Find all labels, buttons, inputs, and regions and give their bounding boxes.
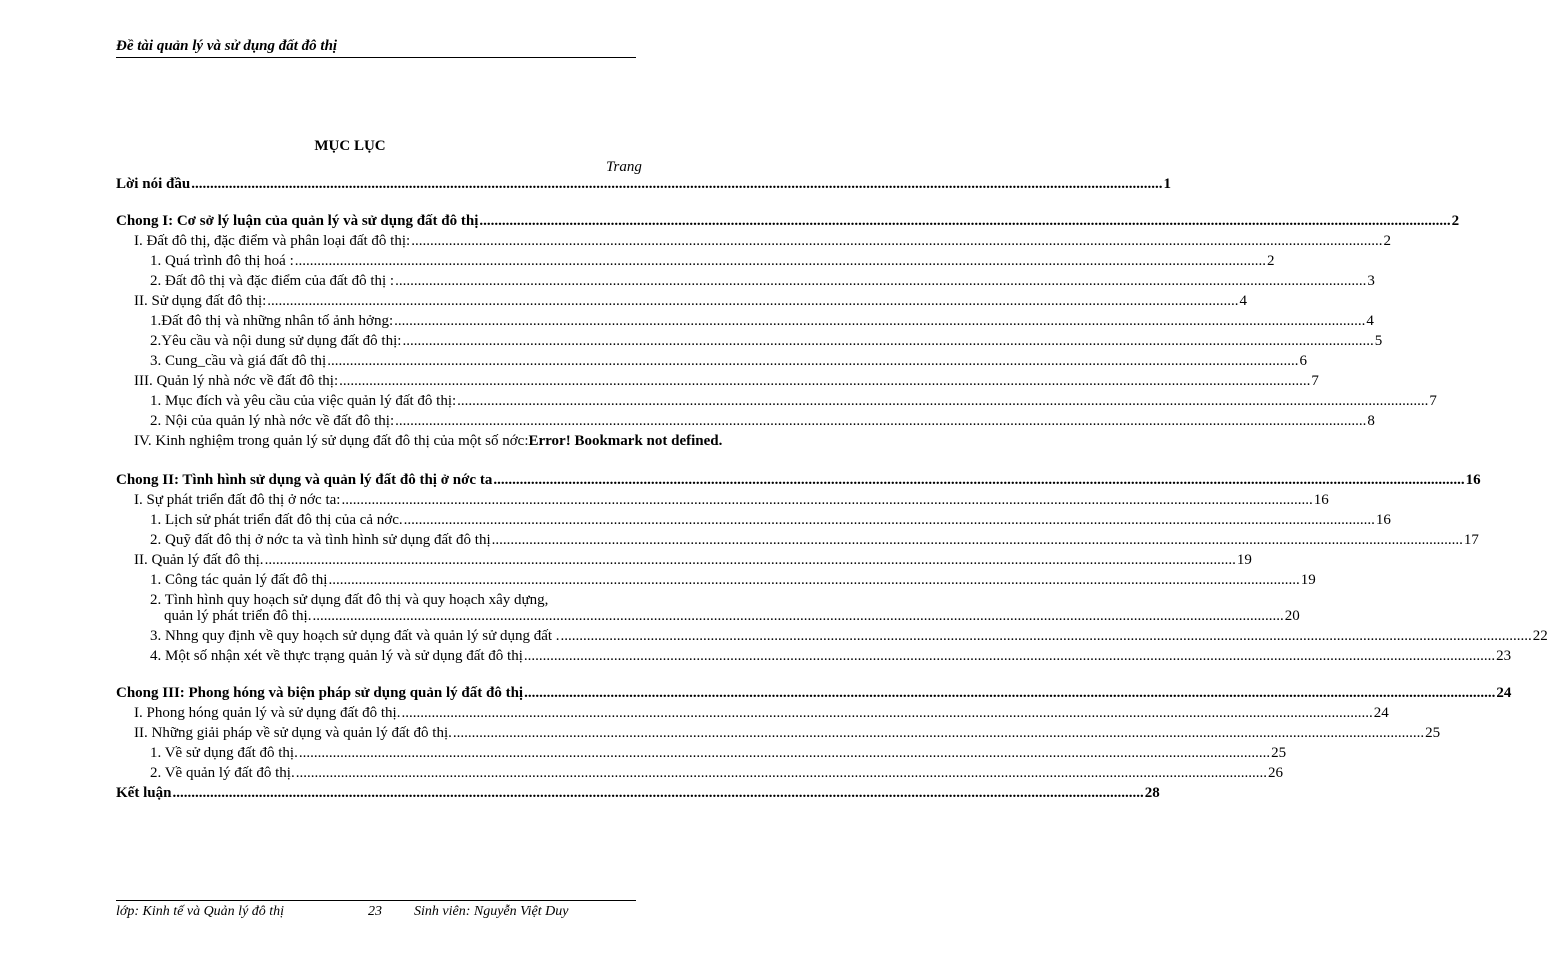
- toc-entry-1-I-2[interactable]: 2. Đất đô thị và đặc điểm của đất đô thị : ..... 3: [150, 273, 630, 293]
- footer-class-label: lớp: Kinh tế và Quản lý đô thị: [116, 904, 285, 919]
- bookmark-error: Error! Bookmark not defined.: [528, 433, 723, 449]
- toc-entry-2-II[interactable]: II. Quản lý đất đô thị. ..... 19: [134, 552, 630, 572]
- toc-entry-1-I-1[interactable]: 1. Quá trình đô thị hoá : ..... 2: [150, 253, 630, 273]
- toc-entry-2-I-2[interactable]: 2. Quỹ đất đô thị ở nớc ta và tình hình sử dụng đất đô thị ..... 17: [150, 532, 630, 552]
- footer-page-number: 23: [368, 904, 382, 919]
- toc-entry-preface[interactable]: Lời nói đầu ..... 1: [116, 176, 630, 196]
- document-header: [116, 38, 636, 58]
- document-footer: [116, 900, 636, 921]
- toc-entry-3-I[interactable]: I. Phong hóng quản lý và sử dụng đất đô thị. ..... 24: [134, 705, 630, 725]
- toc-entry-2-II-2-continued[interactable]: quản lý phát triển đô thị. ..... 20: [164, 608, 630, 628]
- toc-entry-1-I[interactable]: I. Đất đô thị, đặc điểm và phân loại đất đô thị: ..... 2: [134, 233, 630, 253]
- footer-student-label: Sinh viên: Nguyễn Việt Duy: [414, 904, 569, 919]
- toc-entry-chapter-3[interactable]: Chong III: Phong hóng và biện pháp sử dụng quản lý đất đô thị ..... 24: [116, 685, 630, 705]
- table-of-contents: [116, 173, 1548, 873]
- toc-entry-2-II-1[interactable]: 1. Công tác quản lý đất đô thị ..... 19: [150, 572, 630, 592]
- toc-entry-1-II-2[interactable]: 2.Yêu cầu và nội dung sử dụng đất đô thị: ..... 5: [150, 333, 630, 353]
- toc-entry-conclusion[interactable]: Kết luận ..... 28: [116, 785, 630, 805]
- toc-entry-1-II-1[interactable]: 1.Đất đô thị và những nhân tố ảnh hởng: ..... 4: [150, 313, 630, 333]
- toc-entry-1-IV[interactable]: IV. Kinh nghiệm trong quản lý sử dụng đất đô thị của một số nớc: Error! Bookmark not defined.: [134, 433, 723, 449]
- toc-entry-2-II-2[interactable]: 2. Tình hình quy hoạch sử dụng đất đô thị và quy hoạch xây dựng,: [150, 592, 549, 608]
- toc-entry-3-II-2[interactable]: 2. Về quản lý đất đô thị. ..... 26: [150, 765, 630, 785]
- toc-entry-2-II-4[interactable]: 4. Một số nhận xét về thực trạng quản lý và sử dụng đất đô thị ..... 23: [150, 648, 630, 668]
- toc-entry-1-II-3[interactable]: 3. Cung_cầu và giá đất đô thị ..... 6: [150, 353, 630, 373]
- toc-entry-3-II[interactable]: II. Những giải pháp về sử dụng và quản lý đất đô thị. ..... 25: [134, 725, 630, 745]
- toc-entry-2-I[interactable]: I. Sự phát triển đất đô thị ở nớc ta: ..... 16: [134, 492, 630, 512]
- toc-entry-1-III[interactable]: III. Quản lý nhà nớc về đất đô thị: ..... 7: [134, 373, 630, 393]
- toc-entry-2-II-3[interactable]: 3. Nhng quy định về quy hoạch sử dụng đất và quản lý sử dụng đất . ..... 22: [150, 628, 630, 648]
- toc-entry-1-II[interactable]: II. Sử dụng đất đô thị: ..... 4: [134, 293, 630, 313]
- header-title: Đề tài quản lý và sử dụng đất đô thị: [116, 38, 338, 54]
- toc-page-label: Trang: [606, 159, 642, 175]
- toc-entry-chapter-2[interactable]: Chong II: Tình hình sử dụng và quản lý đất đô thị ở nớc ta ..... 16: [116, 472, 630, 492]
- toc-entry-1-III-2[interactable]: 2. Nội của quản lý nhà nớc về đất đô thị: ..... 8: [150, 413, 630, 433]
- toc-entry-3-II-1[interactable]: 1. Về sử dụng đất đô thị. ..... 25: [150, 745, 630, 765]
- toc-entry-2-I-1[interactable]: 1. Lịch sử phát triển đất đô thị của cả nớc. ..... 16: [150, 512, 630, 532]
- toc-entry-chapter-1[interactable]: Chong I: Cơ sở lý luận của quản lý và sử dụng đất đô thị ..... 2: [116, 213, 630, 233]
- toc-title: MỤC LỤC: [314, 138, 386, 154]
- toc-entry-1-III-1[interactable]: 1. Mục đích và yêu cầu của việc quản lý đất đô thị: ..... 7: [150, 393, 630, 413]
